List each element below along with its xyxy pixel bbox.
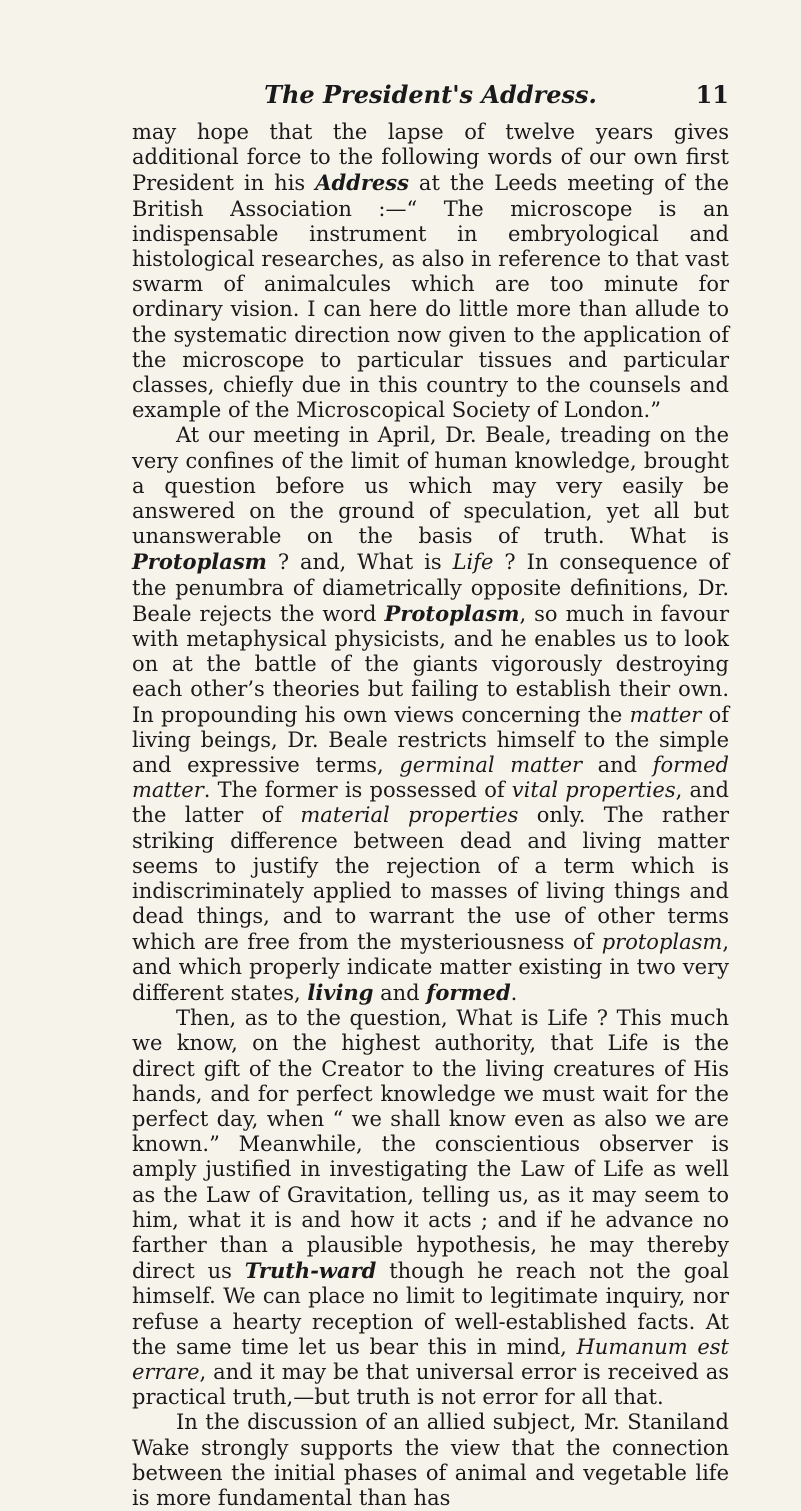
emphasis-run: protoplasm [601, 929, 723, 954]
text-run: of living beings, Dr. Beale restricts himself to the simple and expressive terms, [132, 702, 729, 778]
running-head-title: The President's Address. [264, 80, 597, 109]
page-number: 11 [695, 80, 729, 109]
running-head [132, 80, 729, 110]
emphasis-run: formed matter [132, 753, 729, 803]
text-run: ? In consequence of the penumbra of diametrically opposite definitions, Dr. Beale rejects the word [132, 550, 729, 626]
text-run: In the discussion of an allied subject, Mr. Staniland Wake strongly supports the view that the connection between the initial phases of animal and vegetable life is more fundamental than has [132, 1410, 729, 1510]
text-run: At our meeting in April, Dr. Beale, treading on the very confines of the limit of human knowledge, brought a question before us which may very easily be answered on the ground of speculation, yet all but unanswerable on the basis of truth. What is [132, 423, 729, 549]
emphasis-run: material properties [300, 803, 519, 828]
text-run: , and it may be that universal error is received as practical truth,—but truth is not error for all that. [132, 1359, 729, 1410]
emphasis-run: Protoplasm [132, 549, 267, 575]
emphasis-run: living [307, 979, 374, 1005]
emphasis-run: Truth-ward [244, 1258, 377, 1284]
emphasis-run: Address [315, 170, 409, 196]
text-run: . [510, 980, 518, 1005]
text-run: and [373, 980, 427, 1005]
emphasis-run: formed [426, 979, 511, 1005]
text-run: , and which properly indicate matter existing in two very different states, [132, 929, 729, 1005]
emphasis-run: Life [452, 550, 494, 575]
text-run: at the Leeds meeting of the British Association :—“ The microscope is an indispensable instrument in embryological and histological researches, as also in reference to that vast swarm of animalcules which are too minute for ordinary vision. I can here do little more than allude to the systematic direction now given to the application of the microscope to particular tissues and particular classes, chiefly due in this country to the counsels and example of the Microscopical Society of London.” [132, 171, 729, 423]
text-run: only. The rather striking difference between dead and living matter seems to justify the rejection of a term which is indiscriminately applied to masses of living things and dead things, and to warrant the use of other terms which are free from the mysteriousness of [132, 803, 729, 954]
emphasis-run: vital properties [511, 778, 676, 803]
body-text [132, 120, 729, 1511]
text-run: Then, as to the question, What is Life ? This much we know, on the highest authority, that Life is the direct gift of the Creator to the living creatures of His hands, and for perfect knowledge we must wait for the perfect day, when “ we shall know even as also we are known.” Meanwhile, the conscientious observer is amply justified in investigating the Law of Life as well as the Law of Gravitation, telling us, as it may seem to him, what it is and how it acts ; and if he advance no farther than a plausible hypothesis, he may thereby direct us [132, 1006, 729, 1284]
paragraph [132, 423, 729, 1006]
emphasis-run: Protoplasm [384, 600, 520, 626]
paragraph [132, 120, 729, 423]
text-run: may hope that the lapse of twelve years gives additional force to the following words of our own first President in his [132, 120, 729, 196]
emphasis-run: matter [629, 702, 702, 727]
emphasis-run: Humanum est errare [132, 1334, 729, 1384]
paragraph [132, 1006, 729, 1410]
text-run: , so much in favour with metaphysical physicists, and he enables us to look on at the battle of the giants vigorously destroying each other’s theories but failing to establish their own. In propounding his own views concerning the [132, 601, 729, 727]
text-run: , and the latter of [132, 778, 729, 828]
text-run: though he reach not the goal himself. We can place no limit to legitimate inquiry, nor refuse a hearty reception of well-established facts. At the same time let us bear this in mind, [132, 1259, 729, 1359]
text-run: . The former is possessed of [203, 778, 512, 803]
text-run: ? and, What is [266, 550, 453, 575]
text-run: and [582, 753, 653, 778]
paragraph [132, 1410, 729, 1511]
emphasis-run: germinal matter [399, 753, 583, 778]
